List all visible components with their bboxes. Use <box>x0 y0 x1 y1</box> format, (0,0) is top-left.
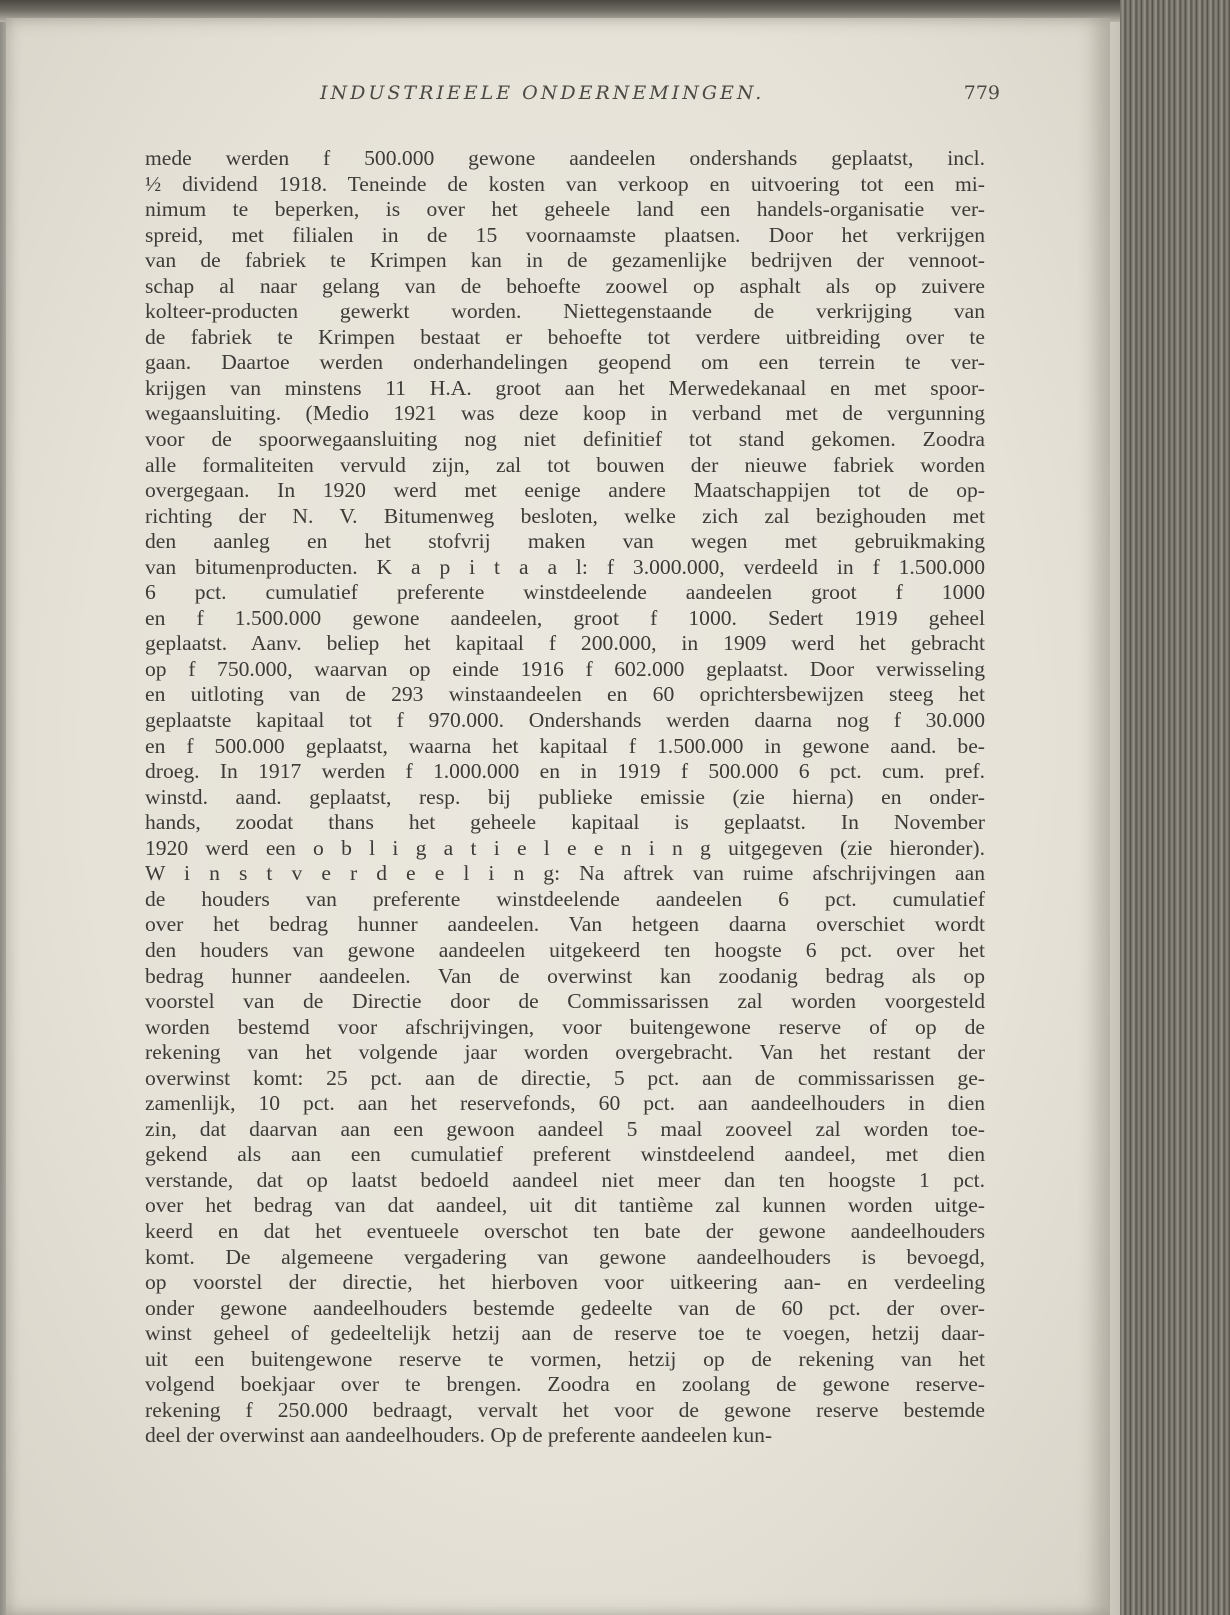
text-line: wegaansluiting. (Medio 1921 was deze koop in verband met de vergunning <box>145 401 985 426</box>
text-line: krijgen van minstens 11 H.A. groot aan het Merwedekanaal en met spoor- <box>145 375 985 400</box>
text-line: komt. De algemeene vergadering van gewone aandeelhouders is bevoegd, <box>145 1244 985 1269</box>
text-line: zamenlijk, 10 pct. aan het reservefonds, 60 pct. aan aandeelhouders in dien <box>145 1091 985 1116</box>
text-line: kolteer-producten gewerkt worden. Niettegenstaande de verkrijging van <box>145 299 985 324</box>
body-text <box>145 146 985 1449</box>
text-line: geplaatste kapitaal tot f 970.000. Ondershands werden daarna nog f 30.000 <box>145 708 985 733</box>
text-line: onder gewone aandeelhouders bestemde gedeelte van de 60 pct. der over- <box>145 1295 985 1320</box>
text-line: richting der N. V. Bitumenweg besloten, welke zich zal bezighouden met <box>145 503 985 528</box>
text-line: W i n s t v e r d e e l i n g: Na aftrek van ruime afschrijvingen aan <box>145 861 985 886</box>
text-line: schap al naar gelang van de behoefte zoowel op asphalt als op zuivere <box>145 273 985 298</box>
text-line: overwinst komt: 25 pct. aan de directie, 5 pct. aan de commissarissen ge- <box>145 1065 985 1090</box>
running-header <box>140 82 1000 112</box>
text-line: verstande, dat op laatst bedoeld aandeel niet meer dan ten hoogste 1 pct. <box>145 1167 985 1192</box>
text-line: 1920 werd een o b l i g a t i e l e e n i n g uitgegeven (zie hieronder). <box>145 835 985 860</box>
text-line: overgegaan. In 1920 werd met eenige andere Maatschappijen tot de op- <box>145 478 985 503</box>
text-line: rekening van het volgende jaar worden overgebracht. Van het restant der <box>145 1040 985 1065</box>
text-line: voorstel van de Directie door de Commissarissen zal worden voorgesteld <box>145 989 985 1014</box>
text-line: voor de spoorwegaansluiting nog niet definitief tot stand gekomen. Zoodra <box>145 427 985 452</box>
text-line: over het bedrag van dat aandeel, uit dit tantième zal kunnen worden uitge- <box>145 1193 985 1218</box>
text-line: hands, zoodat thans het geheele kapitaal is geplaatst. In November <box>145 810 985 835</box>
book-page-edges <box>1120 0 1230 1615</box>
text-line: den houders van gewone aandeelen uitgekeerd ten hoogste 6 pct. over het <box>145 937 985 962</box>
text-line: geplaatst. Aanv. beliep het kapitaal f 200.000, in 1909 werd het gebracht <box>145 631 985 656</box>
text-line: en uitloting van de 293 winstaandeelen en 60 oprichtersbewijzen steeg het <box>145 682 985 707</box>
text-line: gaan. Daartoe werden onderhandelingen geopend om een terrein te ver- <box>145 350 985 375</box>
text-line: den aanleg en het stofvrij maken van wegen met gebruikmaking <box>145 529 985 554</box>
text-line: uit een buitengewone reserve te vormen, hetzij op de rekening van het <box>145 1346 985 1371</box>
text-line: bedrag hunner aandeelen. Van de overwinst kan zoodanig bedrag als op <box>145 963 985 988</box>
text-line: op f 750.000, waarvan op einde 1916 f 602.000 geplaatst. Door verwisseling <box>145 656 985 681</box>
text-line: over het bedrag hunner aandeelen. Van hetgeen daarna overschiet wordt <box>145 912 985 937</box>
text-line: deel der overwinst aan aandeelhouders. Op de preferente aandeelen kun- <box>145 1423 773 1448</box>
text-line: droeg. In 1917 werden f 1.000.000 en in 1919 f 500.000 6 pct. cum. pref. <box>145 759 985 784</box>
text-line: en f 1.500.000 gewone aandeelen, groot f 1000. Sedert 1919 geheel <box>145 605 985 630</box>
text-line: nimum te beperken, is over het geheele land een handels-organisatie ver- <box>145 197 985 222</box>
text-line: op voorstel der directie, het hierboven voor uitkeering aan- en verdeeling <box>145 1270 985 1295</box>
text-line: en f 500.000 geplaatst, waarna het kapitaal f 1.500.000 in gewone aand. be- <box>145 733 985 758</box>
text-line: winst geheel of gedeeltelijk hetzij aan de reserve toe te voegen, hetzij daar- <box>145 1321 985 1346</box>
text-line: ½ dividend 1918. Teneinde de kosten van verkoop en uitvoering tot een mi- <box>145 171 985 196</box>
text-line: van bitumenproducten. K a p i t a a l: f 3.000.000, verdeeld in f 1.500.000 <box>145 554 985 579</box>
text-line: alle formaliteiten vervuld zijn, zal tot bouwen der nieuwe fabriek worden <box>145 452 985 477</box>
running-title: INDUSTRIEELE ONDERNEMINGEN. <box>320 82 765 104</box>
text-line: rekening f 250.000 bedraagt, vervalt het voor de gewone reserve bestemde <box>145 1397 985 1422</box>
text-line: de houders van preferente winstdeelende aandeelen 6 pct. cumulatief <box>145 886 985 911</box>
text-line: van de fabriek te Krimpen kan in de gezamenlijke bedrijven der vennoot- <box>145 248 985 273</box>
text-line: winstd. aand. geplaatst, resp. bij publieke emissie (zie hierna) en onder- <box>145 784 985 809</box>
text-line: gekend als aan een cumulatief preferent winstdeelend aandeel, met dien <box>145 1142 985 1167</box>
text-line: keerd en dat het eventueele overschot ten bate der gewone aandeelhouders <box>145 1218 985 1243</box>
text-line: de fabriek te Krimpen bestaat er behoefte tot verdere uitbreiding over te <box>145 324 985 349</box>
text-line: mede werden f 500.000 gewone aandeelen ondershands geplaatst, incl. <box>145 146 985 170</box>
text-line: spreid, met filialen in de 15 voornaamste plaatsen. Door het verkrijgen <box>145 222 985 247</box>
text-line: zin, dat daarvan aan een gewoon aandeel 5 maal zooveel zal worden toe- <box>145 1116 985 1141</box>
page-number: 779 <box>963 82 1000 104</box>
text-line: volgend boekjaar over te brengen. Zoodra en zoolang de gewone reserve- <box>145 1372 985 1397</box>
text-line: worden bestemd voor afschrijvingen, voor buitengewone reserve of op de <box>145 1014 985 1039</box>
text-line: 6 pct. cumulatief preferente winstdeelende aandeelen groot f 1000 <box>145 580 985 605</box>
